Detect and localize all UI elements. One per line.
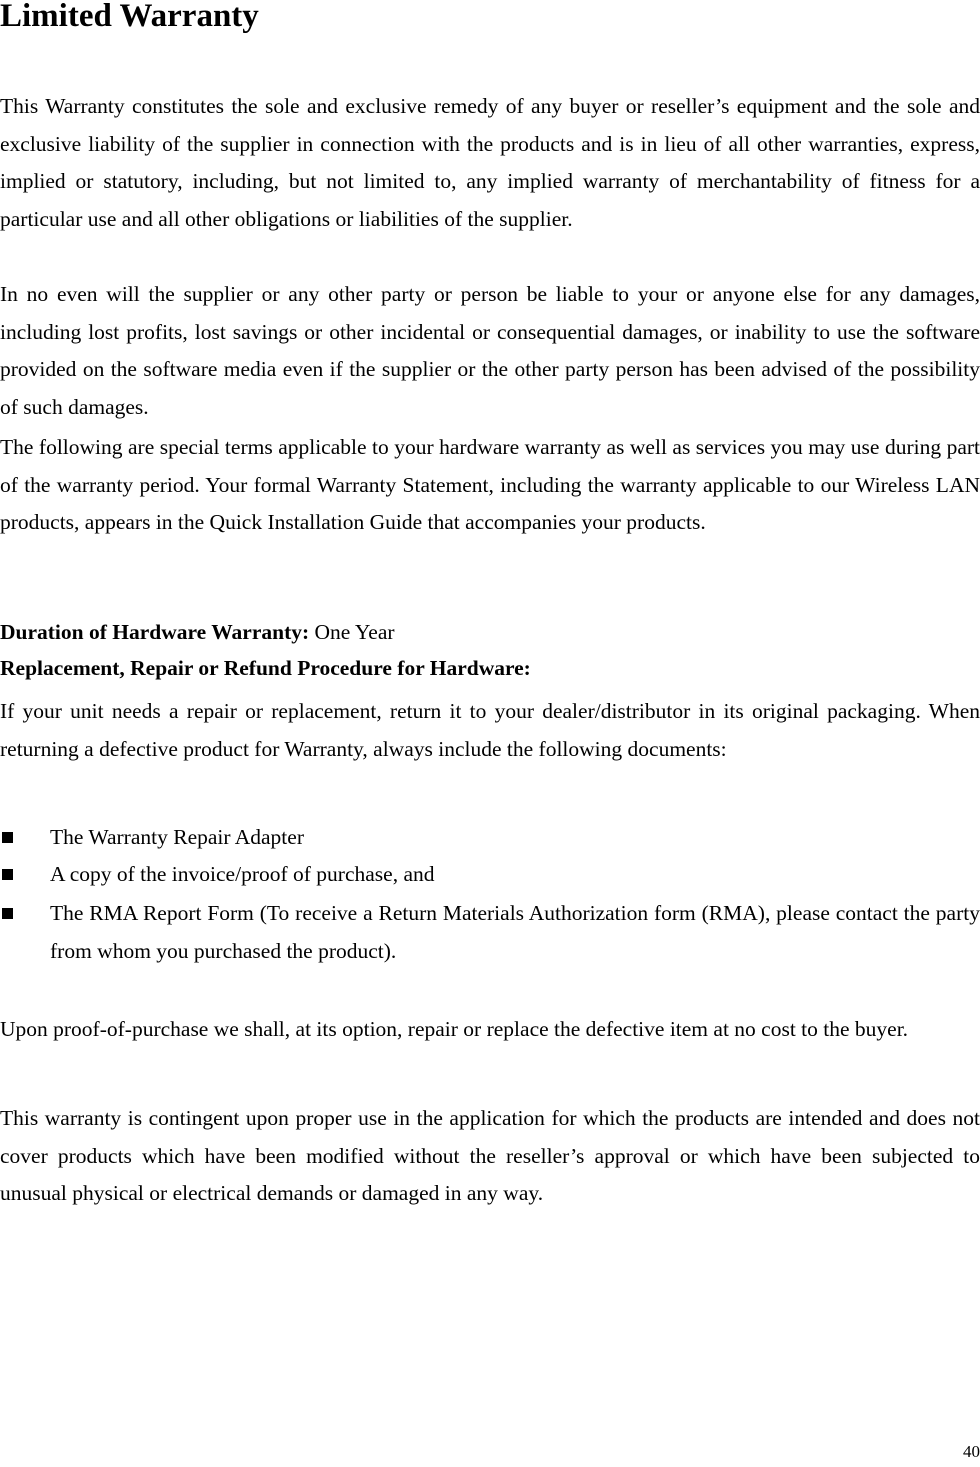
list-item (0, 856, 980, 894)
page-title: Limited Warranty (0, 0, 259, 34)
closing-paragraph-2: This warranty is contingent upon proper use in the application for which the products are intended and does not cover products which have been modified without the reseller’s approval or which have been subjected to unusual physical or electrical demands or damaged in any way. (0, 1106, 980, 1205)
square-bullet-icon (2, 869, 13, 880)
closing-paragraph-1: Upon proof-of-purchase we shall, at its option, repair or replace the defective item at no cost to the buyer. (0, 1017, 909, 1041)
duration-value: One Year (309, 620, 395, 644)
page-number: 40 (963, 1442, 980, 1461)
square-bullet-icon (2, 832, 13, 843)
list-item-text: The Warranty Repair Adapter (50, 825, 304, 849)
list-item (0, 819, 980, 857)
duration-line (0, 614, 395, 652)
procedure-paragraph: If your unit needs a repair or replacement, return it to your dealer/distributor in its original packaging. When returning a defective product for Warranty, always include the following documents: (0, 699, 980, 761)
warranty-paragraph-3: The following are special terms applicable to your hardware warranty as well as services you may use during part of the warranty period. Your formal Warranty Statement, including the warranty applicable to our Wireless LAN products, appears in the Quick Installation Guide that accompanies your products. (0, 435, 980, 534)
list-item (0, 895, 980, 970)
warranty-paragraph-1: This Warranty constitutes the sole and exclusive remedy of any buyer or reseller’s equipment and the sole and exclusive liability of the supplier in connection with the products and is in lieu of all other warranties, express, implied or statutory, including, but not limited to, any implied warranty of merchantability of fitness for a particular use and all other obligations or liabilities of the supplier. (0, 94, 980, 231)
procedure-heading: Replacement, Repair or Refund Procedure for Hardware: (0, 656, 531, 680)
duration-label: Duration of Hardware Warranty: (0, 620, 310, 644)
list-item-text: A copy of the invoice/proof of purchase, and (50, 862, 435, 886)
list-item-text: The RMA Report Form (To receive a Return Materials Authorization form (RMA), please contact the party from whom you purchased the product). (50, 901, 980, 963)
warranty-paragraph-2: In no even will the supplier or any other party or person be liable to your or anyone else for any damages, including lost profits, lost savings or other incidental or consequential damages, or inability to use the software provided on the software media even if the supplier or the other party person has been advised of the possibility of such damages. (0, 282, 980, 419)
square-bullet-icon (2, 908, 13, 919)
